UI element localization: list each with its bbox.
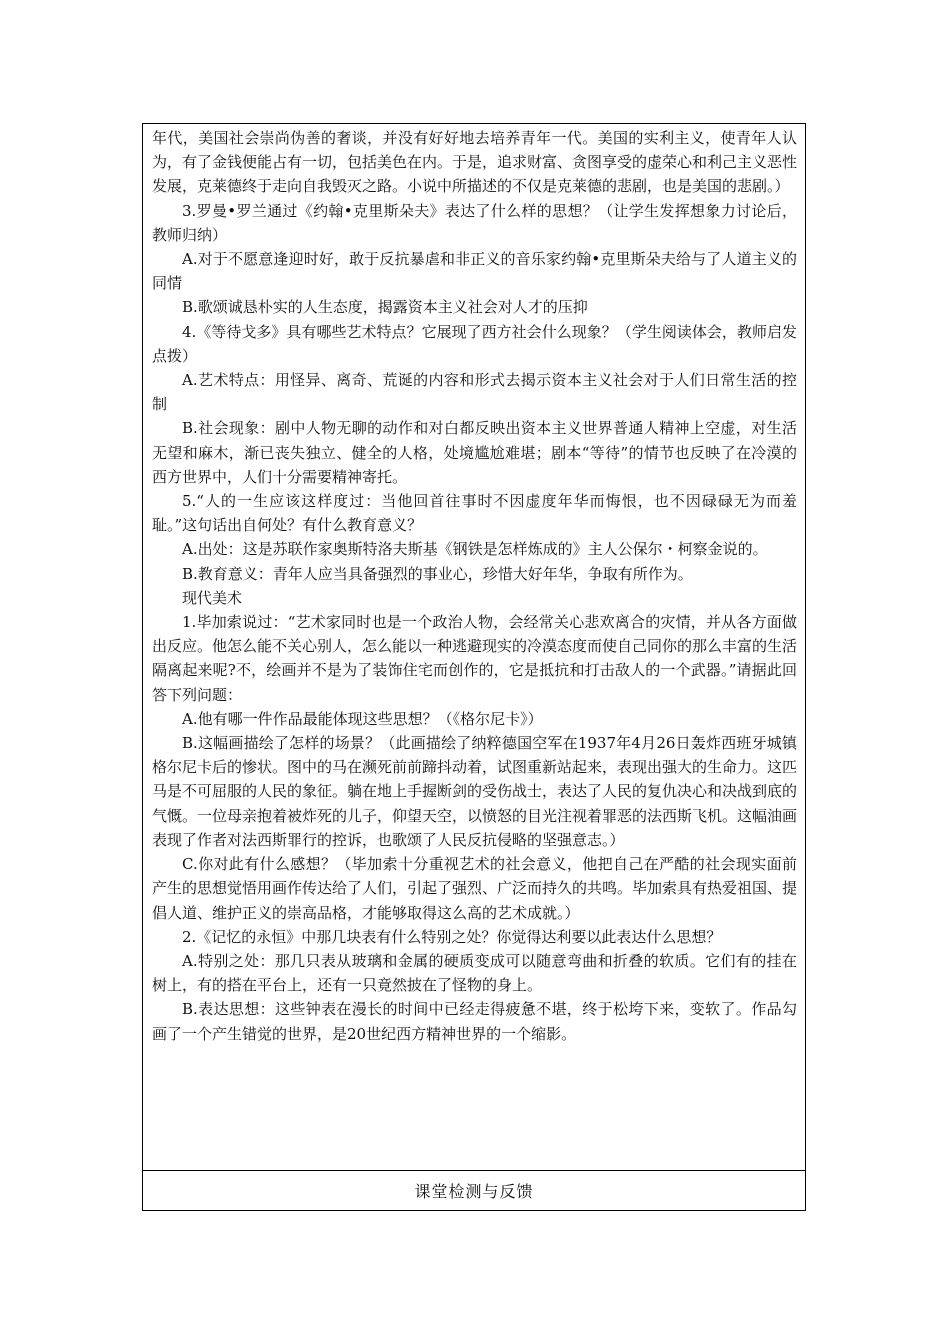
text-paragraph: B.这幅画描绘了怎样的场景？（此画描绘了纳粹德国空军在1937年4月26日轰炸西班牙城镇格尔尼卡后的惨状。图中的马在濒死前前蹄抖动着，试图重新站起来，表现出强大的生命力。这匹马是不可屈服的人民的象征。躺在地上手握断剑的受伤战士，表达了人民的复仇决心和决战到底的气慨。一位母亲抱着被炸死的儿子，仰望天空，以愤怒的目光注视着罪恶的法西斯飞机。这幅油画表现了作者对法西斯罪行的控诉，也歌颂了人民反抗侵略的坚强意志。） — [152, 734, 798, 849]
text-paragraph: B.社会现象：剧中人物无聊的动作和对白都反映出资本主义世界普通人精神上空虚，对生活无望和麻木，渐已丧失独立、健全的人格，处境尴尬难堪；剧本“等待”的情节也反映了在冷漠的西方世界中，人们十分需要精神寄托。 — [152, 419, 797, 486]
text-paragraph: A.特别之处：那几只表从玻璃和金属的硬质变成可以随意弯曲和折叠的软质。它们有的挂在树上，有的搭在平台上，还有一只竟然披在了怪物的身上。 — [152, 951, 797, 995]
text-paragraph: A.他有哪一件作品最能体现这些思想？（《格尔尼卡》） — [182, 709, 543, 728]
text-paragraph: C.你对此有什么感想？（毕加索十分重视艺术的社会意义，他把自己在严酷的社会现实面前产生的思想觉悟用画作传达给了人们，引起了强烈、广泛而持久的共鸣。毕加索具有热爱祖国、提倡人道、维护正义的崇高品格，才能够取得这么高的艺术成就。） — [152, 855, 798, 922]
text-paragraph: 5.“人的一生应该这样度过：当他回首往事时不因虚度年华而悔恨，也不因碌碌无为而羞耻。”这句话出自何处？有什么教育意义？ — [152, 492, 797, 535]
text-paragraph: A.出处：这是苏联作家奥斯特洛夫斯基《钢铁是怎样炼成的》主人公保尔・柯察金说的。 — [182, 540, 768, 559]
text-paragraph: B.歌颂诚恳朴实的人生态度，揭露资本主义社会对人才的压抑 — [182, 298, 588, 317]
section-heading-label: 课堂检测与反馈 — [414, 1182, 534, 1201]
text-paragraph: A.对于不愿意逢迎时好，敢于反抗暴虐和非正义的音乐家约翰•克里斯朵夫给与了人道主义的同情 — [152, 250, 797, 293]
text-paragraph: B.教育意义：青年人应当具备强烈的事业心，珍惜大好年华，争取有所作为。 — [182, 564, 693, 583]
text-paragraph: B.表达思想：这些钟表在漫长的时间中已经走得疲惫不堪，终于松垮下来，变软了。作品勾画了一个产生错觉的世界，是20世纪西方精神世界的一个缩影。 — [152, 1000, 797, 1043]
text-paragraph: 3.罗曼•罗兰通过《约翰•克里斯朵夫》表达了什么样的思想？（让学生发挥想象力讨论后，教师归纳） — [152, 201, 797, 244]
section-heading-feedback — [143, 1171, 805, 1210]
content-cell — [143, 124, 805, 1171]
lesson-table — [142, 123, 806, 1211]
text-paragraph: 年代，美国社会崇尚伪善的奢谈，并没有好好地去培养青年一代。美国的实利主义，使青年人认为，有了金钱便能占有一切，包括美色在内。于是，追求财富、贪图享受的虚荣心和利己主义恶性发展，克莱德终于走向自我毁灭之路。小说中所描述的不仅是克莱德的悲剧，也是美国的悲剧。） — [152, 129, 798, 196]
text-paragraph: A.艺术特点：用怪异、离奇、荒诞的内容和形式去揭示资本主义社会对于人们日常生活的控制 — [152, 371, 797, 414]
text-paragraph: 1.毕加索说过：“艺术家同时也是一个政治人物，会经常关心悲欢离合的灾情，并从各方面做出反应。他怎么能不关心别人，怎么能以一种逃避现实的冷漠态度而使自己同你的那么丰富的生活隔离起来呢?不，绘画并不是为了装饰住宅而创作的，它是抵抗和打击敌人的一个武器。”请据此回答下列问题： — [152, 613, 798, 704]
text-paragraph: 现代美术 — [182, 588, 243, 607]
text-paragraph: 4.《等待戈多》具有哪些艺术特点？它展现了西方社会什么现象？（学生阅读体会，教师启发点拨） — [152, 322, 797, 365]
text-paragraph: 2.《记忆的永恒》中那几块表有什么特别之处？你觉得达利要以此表达什么思想？ — [182, 927, 722, 946]
